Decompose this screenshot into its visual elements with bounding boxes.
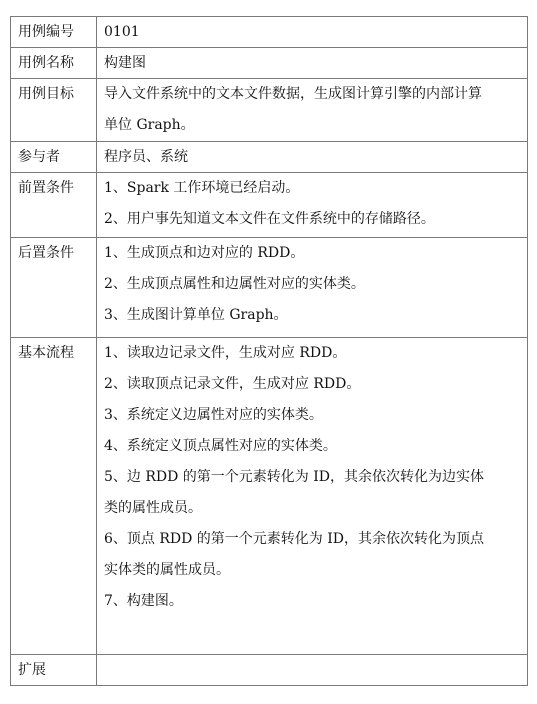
row-content-cell bbox=[97, 17, 528, 48]
extension-label: 扩展 bbox=[18, 662, 46, 678]
row-content-cell bbox=[97, 338, 528, 655]
table-row bbox=[11, 338, 528, 655]
extension-content-cell bbox=[97, 655, 528, 686]
preconditions-label: 前置条件 bbox=[18, 180, 74, 196]
postcondition-line: 1、生成顶点和边对应的 RDD。 bbox=[104, 245, 305, 261]
row-label-cell bbox=[11, 338, 97, 655]
use-case-name-value: 构建图 bbox=[104, 55, 146, 71]
flow-step-line: 2、读取顶点记录文件，生成对应 RDD。 bbox=[104, 376, 361, 392]
row-content-cell bbox=[97, 142, 528, 173]
table-row bbox=[11, 17, 528, 48]
row-content-cell bbox=[97, 173, 528, 238]
flow-step-line: 实体类的属性成员。 bbox=[104, 562, 230, 578]
precondition-line: 2、用户事先知道文本文件在文件系统中的存储路径。 bbox=[104, 211, 435, 227]
row-label-cell bbox=[11, 655, 97, 686]
goal-line: 单位 Graph。 bbox=[104, 117, 195, 133]
row-label-cell bbox=[11, 48, 97, 79]
flow-step-line: 类的属性成员。 bbox=[104, 500, 202, 516]
participants-value: 程序员、系统 bbox=[104, 149, 188, 165]
use-case-id-value: 0101 bbox=[104, 24, 140, 40]
postcondition-line: 2、生成顶点属性和边属性对应的实体类。 bbox=[104, 276, 365, 292]
flow-step-line: 7、构建图。 bbox=[104, 593, 183, 609]
precondition-line: 1、Spark 工作环境已经启动。 bbox=[104, 180, 300, 196]
row-label-cell bbox=[11, 17, 97, 48]
row-label-cell bbox=[11, 238, 97, 338]
participants-label: 参与者 bbox=[18, 149, 60, 165]
flow-step-line: 4、系统定义顶点属性对应的实体类。 bbox=[104, 438, 337, 454]
table-row bbox=[11, 142, 528, 173]
flow-step-line: 5、边 RDD 的第一个元素转化为 ID，其余依次转化为边实体 bbox=[104, 469, 485, 485]
row-label-cell bbox=[11, 79, 97, 142]
use-case-id-label: 用例编号 bbox=[18, 24, 74, 40]
use-case-goal-label: 用例目标 bbox=[18, 86, 74, 102]
flow-step-line: 6、顶点 RDD 的第一个元素转化为 ID，其余依次转化为顶点 bbox=[104, 531, 485, 547]
postcondition-line: 3、生成图计算单位 Graph。 bbox=[104, 307, 288, 323]
use-case-name-label: 用例名称 bbox=[18, 55, 74, 71]
goal-line: 导入文件系统中的文本文件数据，生成图计算引擎的内部计算 bbox=[104, 86, 482, 102]
row-label-cell bbox=[11, 142, 97, 173]
row-label-cell bbox=[11, 173, 97, 238]
row-content-cell bbox=[97, 48, 528, 79]
table-row bbox=[11, 238, 528, 338]
use-case-table bbox=[10, 16, 528, 686]
basic-flow-label: 基本流程 bbox=[18, 345, 74, 361]
table-row bbox=[11, 655, 528, 686]
flow-step-line: 3、系统定义边属性对应的实体类。 bbox=[104, 407, 323, 423]
row-content-cell bbox=[97, 79, 528, 142]
table-row bbox=[11, 79, 528, 142]
table-row bbox=[11, 173, 528, 238]
row-content-cell bbox=[97, 238, 528, 338]
flow-step-line: 1、读取边记录文件，生成对应 RDD。 bbox=[104, 345, 347, 361]
postconditions-label: 后置条件 bbox=[18, 245, 74, 261]
table-row bbox=[11, 48, 528, 79]
